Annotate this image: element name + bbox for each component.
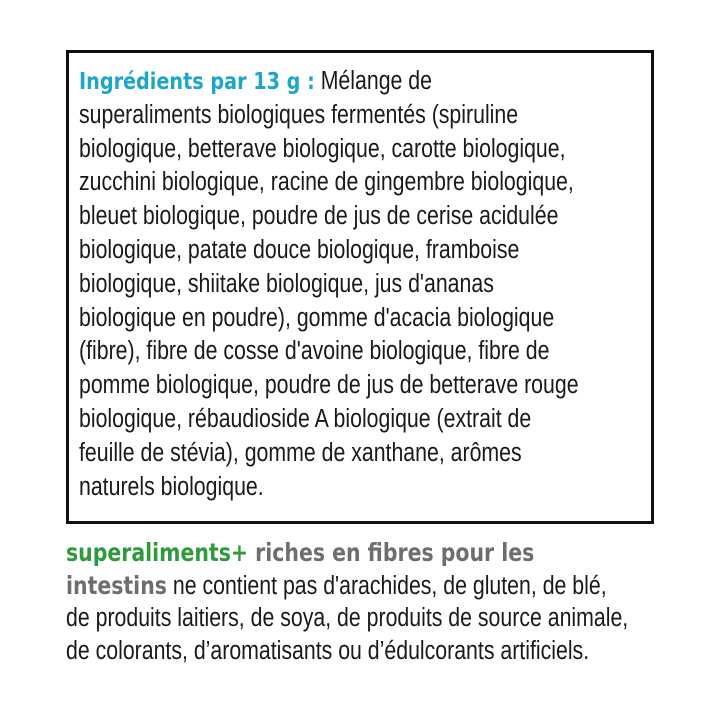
ingredients-line: superaliments biologiques fermentés (spiruline [79,100,519,129]
product-name: intestins [66,571,167,600]
statement-line [66,569,628,602]
ingredients-line: biologique, patate douce biologique, framboise [79,235,520,264]
ingredients-line: pomme biologique, poudre de jus de betterave rouge [79,371,579,400]
brand-name: superaliments+ [66,538,249,567]
ingredients-line: biologique, betterave biologique, carotte biologique, [79,134,566,163]
ingredients-line: biologique, shiitake biologique, jus d'ananas [79,269,494,298]
ingredients-line: biologique, rébaudioside A biologique (extrait de [79,404,532,433]
ingredients-line [79,65,579,99]
ingredients-line: biologique en poudre), gomme d'acacia biologique [79,303,555,332]
statement-line: de produits laitiers, de soya, de produits de source animale, [66,604,629,632]
ingredients-line: bleuet biologique, poudre de jus de cerise acidulée [79,202,559,231]
ingredients-line: naturels biologique. [79,472,264,501]
statement-text: ne contient pas d'arachides, de gluten, de blé, [166,572,607,600]
allergen-statement [66,536,720,668]
ingredients-line: feuille de stévia), gomme de xanthane, arômes [79,438,522,467]
ingredients-line: zucchini biologique, racine de gingembre biologique, [79,168,574,197]
ingredients-heading: Ingrédients par 13 g : [79,69,315,95]
product-name: riches en fibres pour les [248,538,535,567]
ingredients-box [66,50,654,524]
ingredients-text [79,65,677,504]
statement-line [66,536,628,569]
ingredients-line-text: Mélange de [314,67,432,95]
ingredients-line: (fibre), fibre de cosse d'avoine biologique, fibre de [79,337,550,366]
statement-line: de colorants, d’aromatisants ou d’édulcorants artificiels. [66,637,590,665]
